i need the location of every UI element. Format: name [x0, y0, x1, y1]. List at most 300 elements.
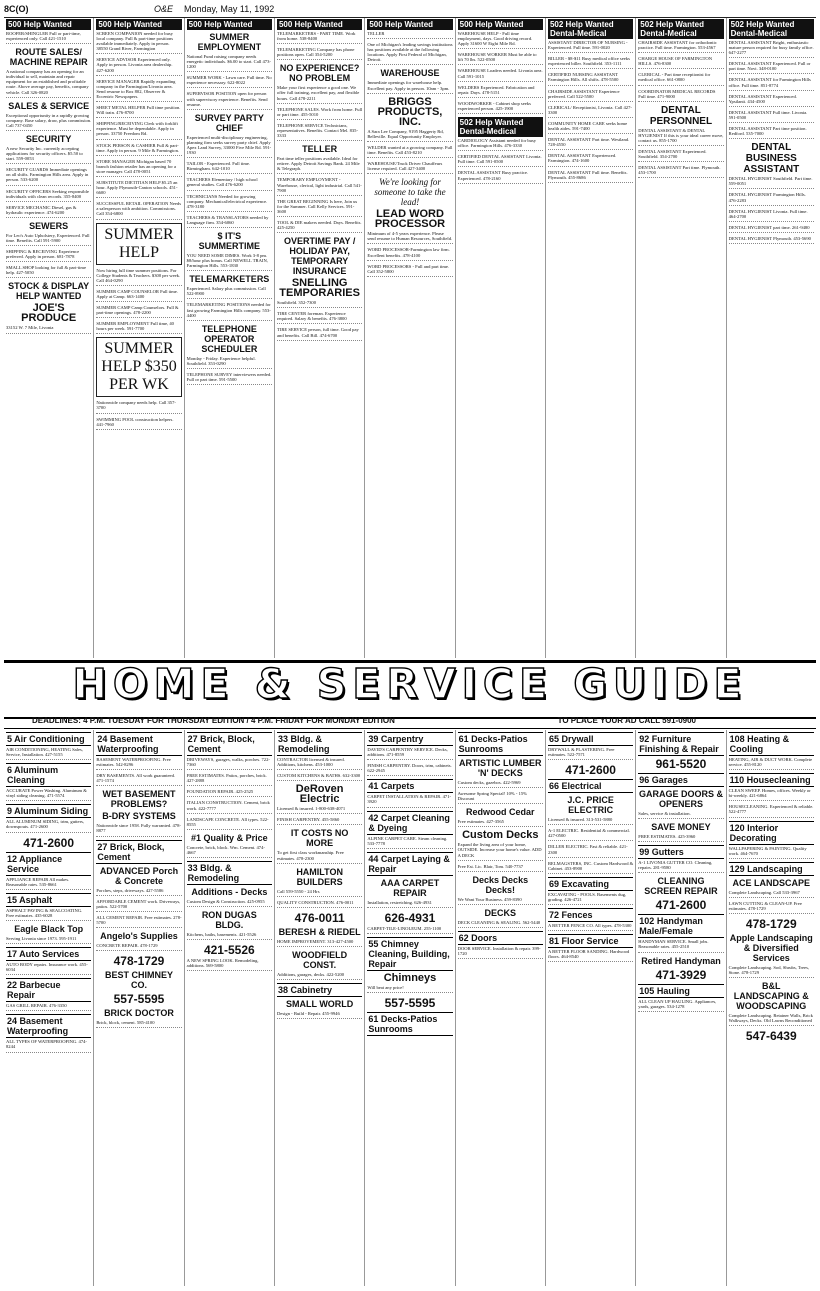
help-wanted-column [275, 18, 365, 658]
ad-text: Custom Design & Construction. 425-0955 [187, 899, 272, 907]
ad-text: CLEAN SWEEP. Homes, offices. Weekly or bi-weekly. 421-6864 [729, 788, 814, 801]
ad-text: DENTAL HYGIENIST Southfield. Part time. 559-0051 [729, 176, 814, 189]
ad-text: WOODWORKER - Cabinet shop seeks experienced person. 425-1900 [458, 101, 543, 114]
phone-number: 626-4931 [384, 910, 436, 925]
ad-headline: RON DUGAS BLDG. [201, 910, 257, 931]
ad-headline: Apple Landscaping & Diversified Services [729, 933, 813, 964]
ad-text: Licensed & insured. 1-800-638-4071 [277, 806, 362, 814]
ad-text: CLERICAL - Part time receptionist for medical office. 661-0800 [638, 72, 723, 85]
ad-text: QUALITY CONSTRUCTION. 476-0011 [277, 900, 362, 908]
banner-title: HOME & SERVICE GUIDE [72, 660, 748, 708]
ad-text: SUMMER EMPLOYMENT Full time, 40 hours per week. 591-7700 [96, 321, 181, 334]
ad-text: DRIVEWAYS, garages, walks, porches. 722-7360 [187, 757, 272, 770]
ad-text: DENTAL HYGIENIST Farmington Hills. 476-2283 [729, 192, 814, 205]
service-guide-column [365, 730, 455, 1286]
ad-text: DOOR SERVICE. Installation & repair. 399-1720 [458, 946, 543, 959]
ad-text: WELDERS Experienced. Fabrication and repair. Days. 478-5151 [458, 85, 543, 98]
ad-text: STORE MANAGER Michigan based 70 branch fashion retailer has an opening for a store manager. Call 478-0051 [96, 159, 181, 177]
ad-headline: BRICK DOCTOR [104, 1008, 174, 1019]
ad-text: TEACHERS Elementary / high school general studies. Call 476-6200 [187, 177, 272, 190]
ad-text: AUTO BODY repairs. Insurance work. 455-6034 [6, 962, 91, 975]
ad-text: Immediate openings for warehouse help. Excellent pay. Apply in person. 10am - 3pm. [367, 80, 452, 93]
category-heading: 99 Gutters [638, 845, 723, 859]
ad-headline: SUMMER EMPLOYMENT [197, 32, 262, 52]
ad-text: SERVICE MANAGER Rapidly expanding company in the Farmington/Livonia area. Send resume to Box 802, Observer & Eccentric Newspapers. [96, 79, 181, 102]
ad-text: WAREHOUSE/Truck Driver Chauffeurs license required. Call 427-3400 [367, 161, 452, 174]
phone-number: 471-3929 [655, 967, 707, 982]
section-heading: 502 Help Wanted Dental-Medical [638, 19, 723, 39]
ad-text: DENTAL ASSISTANT Experienced. Full or part time. Novi. 348-0100 [729, 61, 814, 74]
category-heading: 62 Doors [458, 931, 543, 945]
ad-text: TELEMARKETERS - PART TIME. Work from home. 538-8400 [277, 31, 362, 44]
ad-text: DENTAL ASSISTANT Full time. Benefits. Plymouth. 455-8686 [548, 170, 633, 183]
ad-headline: BRIGGS PRODUCTS, INC. [377, 95, 443, 128]
ad-text: TEMPORARY EMPLOYMENT - Warehouse, clerical, light industrial. Call 541-7900 [277, 177, 362, 195]
category-heading: 65 Drywall [548, 732, 633, 746]
ad-text: DENTAL ASSISTANT Experienced. Farmington. 474-1600 [548, 153, 633, 166]
ad-text: CHARGE HOUSE OF FARMINGTON HILLS. 476-8300 [638, 56, 723, 69]
home-service-directory [4, 730, 816, 1286]
ad-text: SERVICE MECHANIC Diesel, gas & hydraulic experience. 474-6200 [6, 205, 91, 218]
ad-headline: ROUTE SALES/ MACHINE REPAIR [9, 47, 88, 68]
service-guide-column [636, 730, 726, 1286]
ad-text: HEATING, AIR & DUCT WORK. Complete service. 455-8120 [729, 757, 814, 770]
ad-text: Concrete, brick, block. Wm. Cement. 474-4667 [187, 845, 272, 858]
ad-text: A Sara Lee Company, 9195 Haggerty Rd, Belleville. Equal Opportunity Employer. [367, 129, 452, 142]
ad-text: SUCCESSFUL RETAIL OPERATION Needs a salesperson with ambition. Commissions. Call 354-6800 [96, 201, 181, 219]
ad-text: SUPERVISOR POSITION open for person with supervisory experience. Benefits. Send resume. [187, 91, 272, 109]
ad-text: FOUNDATION REPAIR. 425-2525 [187, 789, 272, 797]
section-heading: 500 Help Wanted [96, 19, 181, 30]
category-heading: 102 Handyman Male/Female [638, 914, 723, 938]
category-heading: 38 Cabinetry [277, 983, 362, 997]
section-heading: 500 Help Wanted [6, 19, 91, 30]
ad-headline: CLEANING SCREEN REPAIR [644, 876, 718, 897]
ad-headline: SAVE MONEY [651, 822, 711, 833]
ad-text: AFFORDABLE CEMENT work. Driveways, patios. 522-5700 [96, 899, 181, 912]
ad-text: STOCK PERSON & CASHIER Full & part-time. Apply in person. 9 Mile & Farmington. [96, 143, 181, 156]
ad-text: DENTAL ASSISTANT Part time. Plymouth. 453-1700 [638, 165, 723, 178]
ad-text: SECURITY GUARDS Immediate openings on all shifts. Farmington Hills area. Apply in person. 533-6200 [6, 167, 91, 185]
ad-headline: TELEPHONE OPERATOR SCHEDULER [201, 323, 258, 354]
ad-text: ASPHALT PAVING & SEALCOATING. Free estimates. 435-6028 [6, 908, 91, 921]
ad-headline: TELLER [302, 144, 338, 155]
ad-headline: $ IT'S SUMMERTIME [198, 230, 261, 251]
ad-text: ACCURATE Power Washing. Aluminum & vinyl siding cleaning. 471-5574 [6, 788, 91, 801]
ad-headline: IT COSTS NO MORE [290, 828, 349, 849]
ad-text: Will beat any price! [367, 985, 452, 993]
ad-text: Expand the living area of your home, OUTSIDE. Increase your home's value. ADD A DECK [458, 842, 543, 860]
ad-text: SUMMER CAMP Camp Counselors. Full & part-time openings. 478-2200 [96, 305, 181, 318]
ad-text: Licensed & insured. 313-531-5880 [548, 817, 633, 825]
ad-text: SHEET METAL HELPER Full time position. Will train. 476-8700 [96, 105, 181, 118]
ad-text: Now hiring full time summer positions. For College Students & Teachers. $300 per week. Call 464-0290 [96, 268, 181, 286]
ad-headline: Decks Decks Decks! [472, 874, 529, 895]
ad-text: SUMMER CAMP COUNSELOR Full time. Apply at Camp. 663-1400 [96, 289, 181, 302]
ad-headline: SEWERS [29, 220, 69, 231]
section-heading: 500 Help Wanted [458, 19, 543, 30]
ad-text: DENTAL ASSISTANT Busy practice. Experienced. 478-2160 [458, 170, 543, 183]
ad-text: Installation, restretching. 626-4931 [367, 900, 452, 908]
ad-text: DAVID'S CARPENTRY SERVICE. Decks, additions. 471-8559 [367, 747, 452, 760]
ad-headline: SECURITY [25, 133, 72, 144]
ad-text: FREE ESTIMATES. 425-3960 [638, 834, 723, 842]
ad-text: Serving Livonia since 1973. 595-1911 [6, 936, 91, 944]
ad-headline: ADVANCED Porch & Concrete [99, 865, 179, 886]
category-heading: 92 Furniture Finishing & Repair [638, 732, 723, 756]
deadline-bar [4, 716, 816, 729]
ad-text: LAWN CUTTING & CLEAN-UP. Free estimates. 478-1729 [729, 901, 814, 914]
category-heading: 41 Carpets [367, 779, 452, 793]
ad-text: Experienced. Salary plus commission. Call 522-8900 [187, 286, 272, 299]
category-heading: 108 Heating & Cooling [729, 732, 814, 756]
ad-text: RELMAGSTERS, INC. Custom Hardwood & Cabinet. 453-8900 [548, 861, 633, 874]
ad-text: A BETTER FLOOR SANDING. Hardwood floors. 464-8540 [548, 949, 633, 962]
help-wanted-column [636, 18, 726, 658]
ad-text: Exceptional opportunity in a rapidly growing company. Base salary, draw, plus commission. Call 737-0450 [6, 113, 91, 131]
ad-text: WAREHOUSE Loaders needed. Livonia area. Call 591-1015 [458, 68, 543, 81]
ad-text: WALLPAPERING & PAINTING. Quality work. 464-7670 [729, 846, 814, 859]
ad-headline: BERESH & RIEDEL [278, 926, 361, 937]
ad-text: DENTAL ASSISTANT Part time. Westland. 728-4550 [548, 137, 633, 150]
ad-text: THE GREAT BEGINNING Is here, Join us for the Summer. Call Kelly Services. 591-3600 [277, 199, 362, 217]
ad-text: SHIPPING/RECEIVING Clerk with forklift experience. Must be dependable. Apply in person. 33750 Freedom Rd. [96, 121, 181, 139]
ad-headline: DECKS [484, 907, 517, 918]
publication-name: O&E [154, 4, 174, 14]
ad-text: CARPET INSTALLATION & REPAIR. 471-3920 [367, 794, 452, 807]
ad-text: SUMMER WORK - Lawn care. Full time. No experience necessary. 622-8022 [187, 75, 272, 88]
ad-text: CUSTOM KITCHENS & BATHS. 632-3300 [277, 773, 362, 781]
category-heading: 55 Chimney Cleaning, Building, Repair [367, 937, 452, 971]
ad-text: TAILOR - Experienced. Full time. Birmingham. 642-1010 [187, 161, 272, 174]
ad-headline: OVERTIME PAY / HOLIDAY PAY, TEMPORARY INSURANCE [283, 236, 356, 277]
ad-headline: TELEMARKETERS [189, 274, 270, 285]
ad-headline: SMALL WORLD [285, 999, 354, 1010]
category-heading: 69 Excavating [548, 877, 633, 891]
ad-text: For Leo's Auto Upholstery, Experienced. Full time. Benefits. Call 591-5900 [6, 233, 91, 246]
ad-headline: Custom Decks [462, 829, 539, 842]
service-guide-column [727, 730, 816, 1286]
ad-text: Complete Landscaping. Retainer Walls, Brick Walkways, Decks. Old Lawns Reconditioned [729, 1013, 814, 1026]
ad-headline: ARTISTIC LUMBER 'N' DECKS [459, 758, 542, 778]
ad-text: Complete Landscaping. Sod, Shrubs, Trees, Stone. 478-1729 [729, 965, 814, 978]
ad-text: To get first class workmanship. Free estimates. 478-2300 [277, 850, 362, 863]
ad-headline: ACE LANDSCAPE [732, 877, 811, 888]
service-guide-column [94, 730, 184, 1286]
phone-number: 478-1729 [113, 954, 165, 969]
ad-text: TECHNICIANS Needed for growing company. Mechanical/electrical experience. 478-3180 [187, 194, 272, 212]
ad-text: DRYWALL & PLASTERING. Free estimates. 522-7571 [548, 747, 633, 760]
ad-text: YOU NEED SOME DIMES. Work 3-8 pm. $8/hour plus bonus. Call NEWELL TRAIN, Farmington Hills. 553-1830 [187, 253, 272, 271]
ad-headline: SNELLING TEMPORARIES [279, 277, 360, 300]
phone-number: 471-2600 [23, 835, 75, 850]
category-heading: 66 Electrical [548, 779, 633, 793]
ad-text: TELEMARKETING Company has phone positions open. Call 354-5200 [277, 47, 362, 60]
publication-date: Monday, May 11, 1992 [184, 4, 275, 14]
ad-text: ALL ALUMINUM SIDING, trim, gutters, downspouts. 471-2600 [6, 819, 91, 832]
ad-text: A BETTER FENCE CO. All types. 478-5300 [548, 923, 633, 931]
ad-text: Call 559-5550 - 24 Hrs [277, 889, 362, 897]
ad-headline: B&L LANDSCAPING & WOODSCAPING [733, 981, 809, 1012]
ad-text: SERVICE ADVISOR Experienced only. Apply in person. Livonia area dealership. 427-6200 [96, 57, 181, 75]
ad-text: One of Michigan's leading savings institutions has positions available at the following locations. Apply First Federal of Michigan, Detroit. [367, 42, 452, 65]
ad-text: GAS GRILL REPAIR. 476-3350 [6, 1003, 91, 1011]
ad-text: DENTAL ASSISTANT & DENTAL HYGIENIST If this is your ideal career move, contact us. 855-1700 [638, 128, 723, 146]
ad-text: DENTAL ASSISTANT for Farmington Hills office. Full time. 851-8774 [729, 77, 814, 90]
ad-text: HANDYMAN SERVICE. Small jobs. Reasonable rates. 455-2510 [638, 939, 723, 952]
help-wanted-column [365, 18, 455, 658]
ad-text: AIR CONDITIONING, HEATING Sales, Service, Installation. 427-5155 [6, 747, 91, 760]
ad-text: CHAIRSIDE ASSISTANT for orthodontic practice. Full time. Farmington. 553-4567 [638, 40, 723, 53]
ad-text: Porches, steps, driveways. 427-5586 [96, 888, 181, 896]
ad-text: SUBSTITUTE DIETITIAN HELP $5.25 an hour. Apply Plymouth-Canton schools. 451-6600 [96, 180, 181, 198]
category-heading: 27 Brick, Block, Cement [96, 840, 181, 864]
section-heading: 500 Help Wanted [277, 19, 362, 30]
ad-text: DENTAL HYGIENIST Livonia. Full time. 464-2700 [729, 209, 814, 222]
phone-number: 471-2600 [655, 898, 707, 913]
ad-text: CERTIFIED DENTAL ASSISTANT Livonia. Full time. Call 591-0500 [458, 154, 543, 167]
place-ad-text: TO PLACE YOUR AD CALL 591-0900 [557, 716, 696, 725]
ad-headline: J.C. PRICE ELECTRIC [567, 795, 614, 816]
ad-text: DENTAL ASSISTANT Full time. Livonia. 591-0500 [729, 110, 814, 123]
ad-headline: NO EXPERIENCE? NO PROBLEM [279, 63, 360, 84]
ad-tagline: We're looking for someone to take the lead! [374, 177, 446, 208]
ad-text: CERTIFIED NURSING ASSISTANT Farmington Hills. All shifts. 478-5500 [548, 72, 633, 85]
ad-text: We Want Your Business. 459-8390 [458, 897, 543, 905]
ad-text: DENTAL ASSISTANT Part time position. Redford. 535-7000 [729, 126, 814, 139]
deadline-text: DEADLINES: 4 P.M. TUESDAY FOR THURSDAY EDITION / 4 P.M. FRIDAY FOR MONDAY EDITION [32, 716, 395, 725]
ad-text: ALL CEMENT REPAIR. Free estimates. 278-5700 [96, 915, 181, 928]
help-wanted-column [185, 18, 275, 658]
ad-text: Part time teller positions available. Ideal for retiree. Apply Detroit Savings Bank. 24 Mile & Telegraph. [277, 156, 362, 174]
home-service-guide-banner [4, 660, 816, 719]
category-heading: 22 Barbecue Repair [6, 978, 91, 1002]
ad-text: DRY BASEMENTS. All work guaranteed. 471-1574 [96, 773, 181, 786]
ad-text: TIRE CENTER foreman. Experience required. Salary & benefits. 476-3800 [277, 311, 362, 324]
ad-text: EXCAVATING - POOLS. Basements dug, grading. 426-4721 [548, 892, 633, 905]
category-heading: 110 Housecleaning [729, 773, 814, 787]
ad-text: Custom decks, gazebos. 422-5969 [458, 780, 543, 788]
ad-text: A-1 LIVONIA GUTTER CO. Cleaning, repairs. 281-9580 [638, 860, 723, 873]
category-heading: 33 Bldg. & Remodeling [187, 861, 272, 885]
service-guide-column [185, 730, 275, 1286]
ad-text: TELEPHONE SALES. Work from home. Full or part time. 455-5010 [277, 107, 362, 120]
ad-text: Design - Build - Repair. 455-9946 [277, 1011, 362, 1019]
section-heading: 502 Help Wanted Dental-Medical [458, 117, 543, 137]
category-heading: 81 Floor Service [548, 934, 633, 948]
ad-text: Make your first experience a good one. We offer full training, excellent pay, and flexible hours. Call 478-2211 [277, 85, 362, 103]
help-wanted-column [456, 18, 546, 658]
category-heading: 61 Decks-Patios Sunrooms [458, 732, 543, 756]
category-heading: 42 Carpet Cleaning & Dyeing [367, 811, 452, 835]
phone-number: 476-0011 [294, 910, 345, 925]
ad-text: A new Security Inc. currently accepting applications for security officers. $5.50 to start. 559-0053 [6, 146, 91, 164]
ad-text: Kitchens, baths, basements. 421-5526 [187, 932, 272, 940]
ad-text: TELEMARKETING POSITIONS needed for fast growing Farmington Hills company. 553-4400 [187, 302, 272, 320]
section-heading: 500 Help Wanted [367, 19, 452, 30]
ad-text: A national company has an opening for an individual to sell, maintain and repair equipment for an established and profitable route. Above average pay, benefits, company vehicle. Call 326-0820 [6, 69, 91, 97]
ad-text: WORD PROCESSOR-Farmington law firm. Excellent benefits. 478-4100 [367, 247, 452, 260]
ad-text: TOOL & DIE makers needed. Days. Benefits. 425-4250 [277, 220, 362, 233]
ad-headline: Redwood Cedar [466, 807, 535, 818]
ad-text: CARPET-TILE-LINOLEUM. 255-1100 [367, 926, 452, 934]
ad-headline: GARAGE DOORS & OPENERS [638, 789, 723, 809]
category-heading: 44 Carpet Laying & Repair [367, 852, 452, 876]
section-heading: 502 Help Wanted Dental-Medical [548, 19, 633, 39]
ad-headline: SALES & SERVICE [8, 100, 90, 111]
category-heading: 39 Carpentry [367, 732, 452, 746]
ad-headline: Additions - Decks [191, 887, 268, 898]
ad-text: DENTAL ASSISTANT Experienced. Southfield. 354-2700 [638, 149, 723, 162]
ad-text: Experienced multi-disciplinary engineering, planning firm seeks survey party chief. Apply Apex Land Survey, 33000 Five Mile Rd. 591-1930 [187, 135, 272, 158]
phone-number: 478-1729 [745, 917, 797, 932]
phone-number: 961-5520 [655, 757, 707, 771]
ad-text: COORDINATOR MEDICAL RECORDS Full time. 471-9000 [638, 89, 723, 102]
category-heading: 72 Fences [548, 908, 633, 922]
ad-text: HOME IMPROVEMENT. 313-427-4500 [277, 939, 362, 947]
ad-text: ALPINE CARPET CARE. Steam cleaning. 533-7778 [367, 836, 452, 849]
ad-text: CHAIRSIDE ASSISTANT Experience preferred. Call 522-5500 [548, 89, 633, 102]
ad-text: CLERICAL/ Receptionist, Livonia. Call 427-3300 [548, 105, 633, 118]
ad-text: BASEMENT WATERPROOFING. Free estimates. 542-8296 [96, 757, 181, 770]
ad-headline: Eagle Black Top [14, 923, 84, 934]
ad-text: SECURITY OFFICERS Seeking responsible individuals with clean records. 355-8400 [6, 189, 91, 202]
category-heading: 105 Hauling [638, 984, 723, 998]
ad-text: SMALL SHOP looking for full & part-time help. 427-5050 [6, 265, 91, 278]
ad-text: WELDER wanted at a growing company. Full time. Benefits. Call 453-8210 [367, 145, 452, 158]
ad-text: LANDSCAPE CONCRETE. All types. 522-8555 [187, 817, 272, 830]
ad-headline: BEST CHIMNEY CO. [104, 970, 173, 991]
phone-number: 557-5595 [113, 992, 165, 1007]
ad-text: A NEW SPRING LOOK. Remodeling, additions. 569-5800 [187, 958, 272, 971]
ad-text: TELLER [367, 31, 452, 39]
service-guide-column [546, 730, 636, 1286]
service-guide-column [4, 730, 94, 1286]
page-header [4, 3, 816, 18]
ad-text: WORD PROCESSORS - Full and part time. Call 352-5800 [367, 264, 452, 277]
ad-text: BILLER - $8-$11 Busy medical office seeks experienced biller. Southfield. 353-1111 [548, 56, 633, 69]
phone-number: 557-5595 [384, 996, 436, 1011]
phone-number: 471-2600 [565, 763, 616, 778]
ad-text: WAREHOUSE WORKER Must be able to lift 70 lbs. 522-0500 [458, 52, 543, 65]
category-heading: 9 Aluminum Siding [6, 804, 91, 818]
ad-headline: WAREHOUSE [380, 68, 440, 79]
category-heading: 17 Auto Services [6, 947, 91, 961]
ad-text: HOUSECLEANING. Experienced & reliable. 522-4777 [729, 804, 814, 817]
boxed-ad: SUMMER HELP $350 PER WK [96, 337, 181, 397]
ad-text: Complete Landscaping. Call 533-3967 [729, 890, 814, 898]
category-heading: 24 Basement Waterproofing [96, 732, 181, 756]
ad-text: DILLER ELECTRIC. Fast & reliable. 421-2300 [548, 844, 633, 857]
classifieds-help-wanted [4, 18, 816, 658]
boxed-ad: SUMMER HELP [96, 223, 181, 265]
phone-number: 547-6439 [745, 1029, 797, 1044]
category-heading: 33 Bldg. & Remodeling [277, 732, 362, 756]
category-heading: 24 Basement Waterproofing [6, 1014, 91, 1038]
ad-text: ITALIAN CONSTRUCTION. Cement, brick work. 422-7777 [187, 800, 272, 813]
category-heading: 120 Interior Decorating [729, 821, 814, 845]
ad-text: DENTAL HYGIENIST part time. 261-9480 [729, 225, 814, 233]
ad-text: DECK CLEANING & SEALING. 562-5440 [458, 920, 543, 928]
ad-headline: #1 Quality & Price [191, 832, 268, 843]
help-wanted-column [94, 18, 184, 658]
ad-headline: Angelo's Supplies [100, 931, 178, 942]
category-heading: 61 Decks-Patios Sunrooms [367, 1012, 452, 1036]
ad-headline: AAA CARPET REPAIR [380, 877, 440, 898]
ad-text: Minimum of 4-5 years experience. Please send resume to Human Resources, Southfield. [367, 231, 452, 244]
ad-headline: DENTAL PERSONNEL [649, 104, 713, 127]
ad-text: DENTAL ASSISTANT Experienced. Ypsilanti. 434-4500 [729, 94, 814, 107]
ad-text: FINISH CARPENTRY. 455-5860 [277, 817, 362, 825]
ad-text: WAREHOUSE HELP - Full time employment, days. Good driving record. Apply 31600 W Eight Mile Rd. [458, 31, 543, 49]
ad-text: CARDIOLOGY Assistant needed for busy office. Farmington Hills. 476-3330 [458, 138, 543, 151]
ad-text: ALL TYPES OF WATERPROOFING. 474-8244 [6, 1039, 91, 1052]
ad-headline: WET BASEMENT PROBLEMS? [102, 789, 176, 810]
ad-text: FINISH CARPENTRY. Doors, trim, cabinets. 622-2945 [367, 763, 452, 776]
ad-text: Free estimates. 427-3565 [458, 819, 543, 827]
category-heading: 96 Garages [638, 773, 723, 787]
ad-text: TIRE SERVICE person, full time. Good pay and benefits. Call Bill. 474-6700 [277, 327, 362, 340]
ad-text: SWIMMING POOL construction helpers. 441-7960 [96, 417, 181, 430]
help-wanted-column [727, 18, 816, 658]
ad-headline: DeRoven Electric [295, 783, 344, 806]
ad-headline: SURVEY PARTY CHIEF [194, 112, 264, 133]
ad-text: Additions, garages, decks. 422-5200 [277, 972, 362, 980]
ad-text: TELEPHONE SERVICE Technicians, representatives. Benefits. Contact Mel. 835-3333 [277, 123, 362, 141]
ad-text: TEACHERS & TRANSLATORS needed by Language firm. 354-6060 [187, 215, 272, 228]
ad-text: DENTAL HYGIENIST Plymouth. 453-5690 [729, 236, 814, 244]
ad-text: Sales, service & installation. [638, 811, 723, 819]
section-heading: 500 Help Wanted [187, 19, 272, 30]
ad-text: SCREEN COMPANION needed for busy local company. Full & part-time positions available immediately. Apply in person. 38550 Grand River, Farmington [96, 31, 181, 54]
help-wanted-column [4, 18, 94, 658]
ad-headline: JOE'S PRODUCE [21, 302, 77, 325]
help-wanted-column [546, 18, 636, 658]
ad-text: ROOFER/SHINGLER Full or part-time, experienced only. Call 421-1510 [6, 31, 91, 44]
ad-text: National Fund raising company needs energetic individuals. $6.00 to start. Call 473-1200 [187, 54, 272, 72]
page-number: 8C(O) [4, 4, 29, 14]
ad-headline: HAMILTON BUILDERS [296, 866, 343, 887]
ad-text: APPLIANCE REPAIR All makes. Reasonable rates. 535-8661 [6, 877, 91, 890]
ad-text: Free Est. Lic. Blair, Tom. 540-7737 [458, 864, 543, 872]
section-heading: 502 Help Wanted Dental-Medical [729, 19, 814, 39]
ad-headline: Chimneys [383, 971, 437, 984]
phone-number: 421-5526 [203, 943, 255, 958]
service-guide-column [456, 730, 546, 1286]
ad-headline: LEAD WORD PROCESSOR [374, 208, 446, 231]
service-guide-column [275, 730, 365, 1286]
ad-text: ALL CLEAN UP HAULING. Appliances, yards, garages. 534-1278 [638, 999, 723, 1012]
category-heading: 27 Brick, Block, Cement [187, 732, 272, 756]
ad-headline: WOODFIELD CONST. [292, 949, 348, 970]
ad-text: CONCRETE REPAIR. 478-1729 [96, 943, 181, 951]
category-heading: 6 Aluminum Cleaning [6, 763, 91, 787]
ad-headline: STOCK & DISPLAY HELP WANTED [8, 281, 90, 302]
ad-text: 33152 W. 7 Mile, Livonia [6, 325, 91, 333]
ad-text: Nationwide since 1958. Fully warranted. 478-8877 [96, 823, 181, 836]
ad-text: DENTAL ASSISTANT Bright, enthusiastic mature person required for busy family office. 647-2277 [729, 40, 814, 58]
ad-headline: DENTAL BUSINESS ASSISTANT [743, 142, 800, 176]
ad-text: A-1 ELECTRIC. Residential & commercial. 427-0500 [548, 828, 633, 841]
ad-text: Monday - Friday. Experience helpful. Southfield. 353-0290 [187, 356, 272, 369]
category-heading: 15 Asphalt [6, 893, 91, 907]
category-heading: 12 Appliance Service [6, 852, 91, 876]
ad-text: SHIPPING & RECEIVING Experience preferred. Apply in person. 681-7878 [6, 249, 91, 262]
ad-text: Brick, block, cement. 585-4100 [96, 1020, 181, 1028]
ad-text: CONTRACTOR licensed & insured. Additions, kitchens. 453-1000 [277, 757, 362, 770]
ad-text: TELEPHONE SURVEY interviewers needed. Full or part time. 591-5500 [187, 372, 272, 385]
ad-text: Nationwide company needs help. Call 357-3700 [96, 400, 181, 413]
